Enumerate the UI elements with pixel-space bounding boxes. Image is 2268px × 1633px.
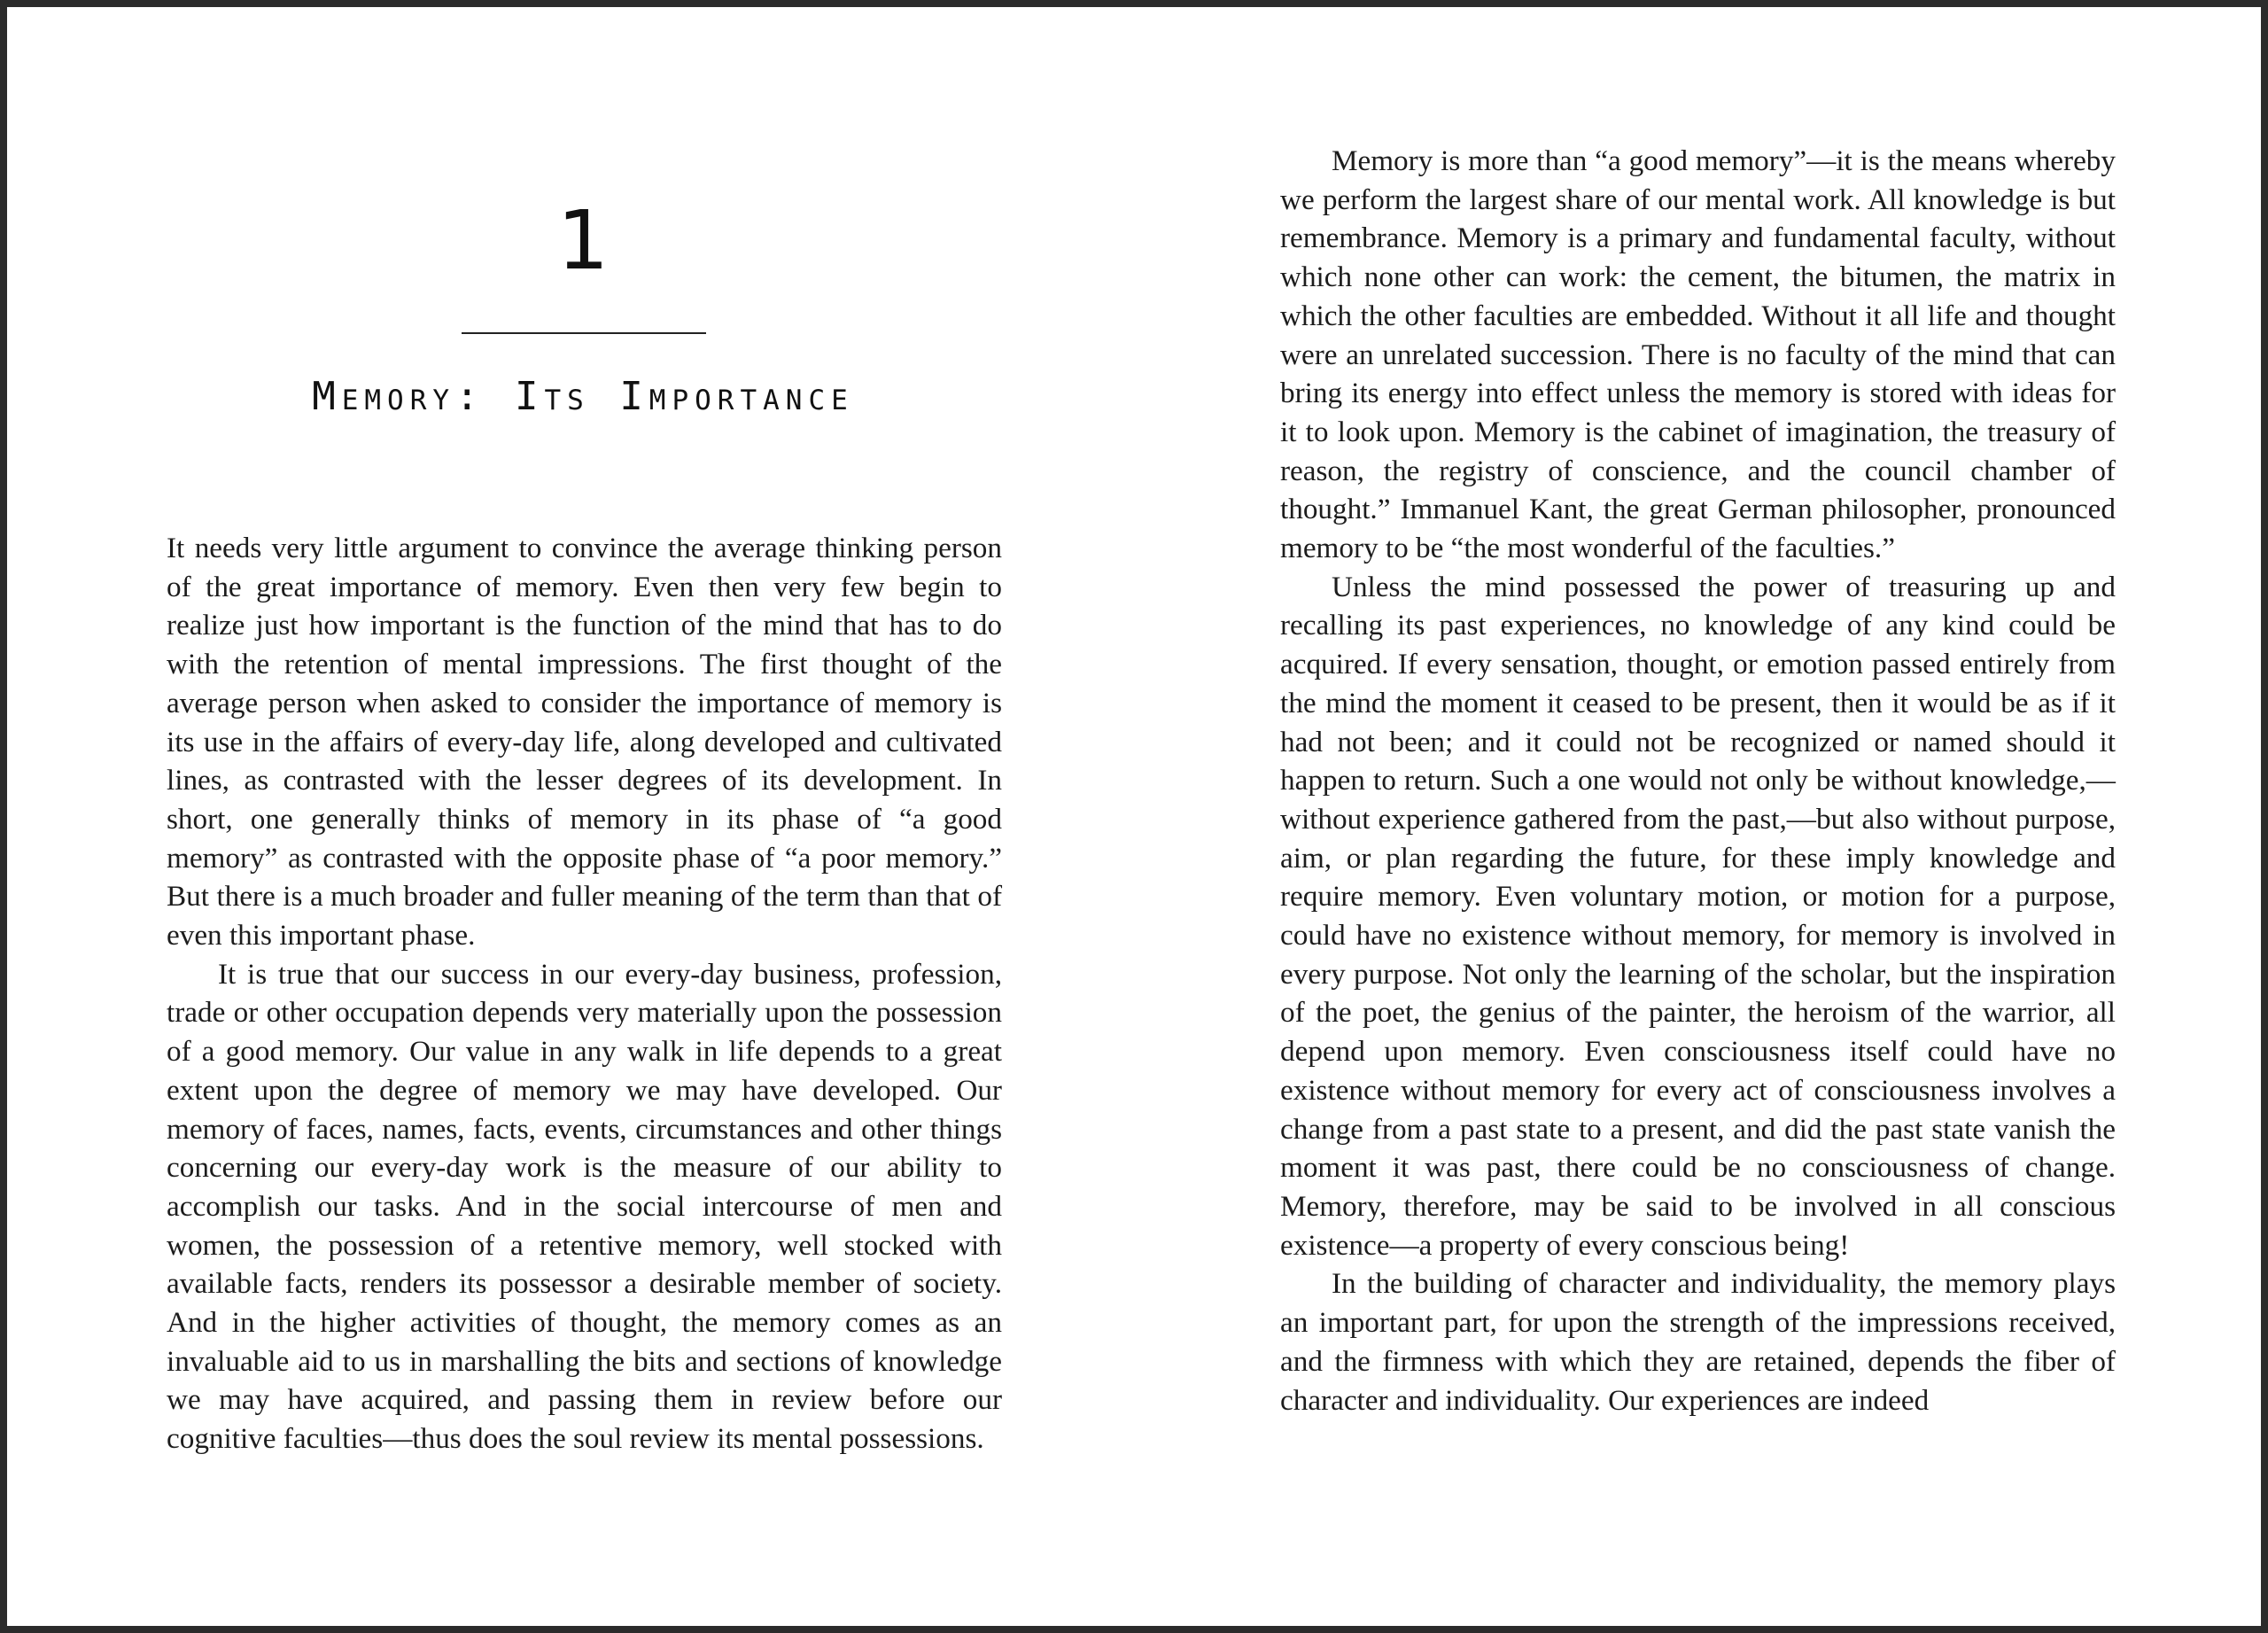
- paragraph: In the building of character and individuality, the memory plays an important part, for upon the strength of the impressions received, and the firmness with which they are retained, depends the fiber of character and individuality. Our experiences are indeed: [1280, 1267, 2116, 1417]
- paragraph: Unless the mind possessed the power of treasuring up and recalling its past experiences, no knowledge of any kind could be acquired. If every sensation, thought, or emotion passed entirely from the mind the moment it ceased to be present, then it would be as if it had not been; and it could not be recognized or named should it happen to return. Such a one would not only be without knowledge,—without experience gathered from the past,—but also without purpose, aim, or plan regarding the future, for these imply knowledge and require memory. Even voluntary motion, or motion for a purpose, could have no existence without memory, for memory is involved in every purpose. Not only the learning of the scholar, but the inspiration of the poet, the genius of the painter, the heroism of the warrior, all depend upon memory. Even consciousness itself could have no existence without memory for every act of consciousness involves a change from a past state to a present, and did the past state vanish the moment it was past, there could be no consciousness of change. Memory, therefore, may be said to be involved in all conscious existence—a property of every conscious being!: [1280, 570, 2116, 1262]
- left-page: [7, 7, 1141, 1626]
- left-page-body: [167, 529, 1002, 1458]
- paragraph: It needs very little argument to convince the average thinking person of the great importance of memory. Even then very few begin to realize just how important is the function of the mind that has to do with the retention of mental impressions. The first thought of the average person when asked to consider the importance of memory is its use in the affairs of every-day life, along developed and cultivated lines, as contrasted with the lesser degrees of its development. In short, one generally thinks of memory in its phase of “a good memory” as contrasted with the opposite phase of “a poor memory.” But there is a much broader and fuller meaning of the term than that of even this important phase.: [167, 532, 1002, 953]
- chapter-title: Memory: Its Importance: [312, 374, 854, 419]
- right-page: [1141, 7, 2268, 1626]
- chapter-divider: [462, 332, 706, 334]
- paragraph: It is true that our success in our every-day business, profession, trade or other occupation depends very materially upon the possession of a good memory. Our value in any walk in life depends to a great extent upon the degree of memory we may have developed. Our memory of faces, names, facts, events, circumstances and other things concerning our every-day work is the measure of our ability to accomplish our tasks. And in the social intercourse of men and women, the possession of a retentive memory, well stocked with available facts, renders its possessor a desirable member of society. And in the higher activities of thought, the memory comes as an invaluable aid to us in marshalling the bits and sections of knowledge we may have acquired, and passing them in review before our cognitive faculties—thus does the soul review its mental possessions.: [167, 957, 1002, 1456]
- right-page-body: [1280, 142, 2116, 1419]
- chapter-number: 1: [556, 193, 610, 288]
- paragraph: Memory is more than “a good memory”—it is the means whereby we perform the largest share of our mental work. All knowledge is but remembrance. Memory is a primary and fundamental faculty, without which none other can work: the cement, the bitumen, the matrix in which the other faculties are embedded. Without it all life and thought were an unrelated succession. There is no faculty of the mind that can bring its energy into effect unless the memory is stored with ideas for it to look upon. Memory is the cabinet of imagination, the treasury of reason, the registry of conscience, and the council chamber of thought.” Immanuel Kant, the great German philosopher, pronounced memory to be “the most wonderful of the faculties.”: [1280, 144, 2116, 565]
